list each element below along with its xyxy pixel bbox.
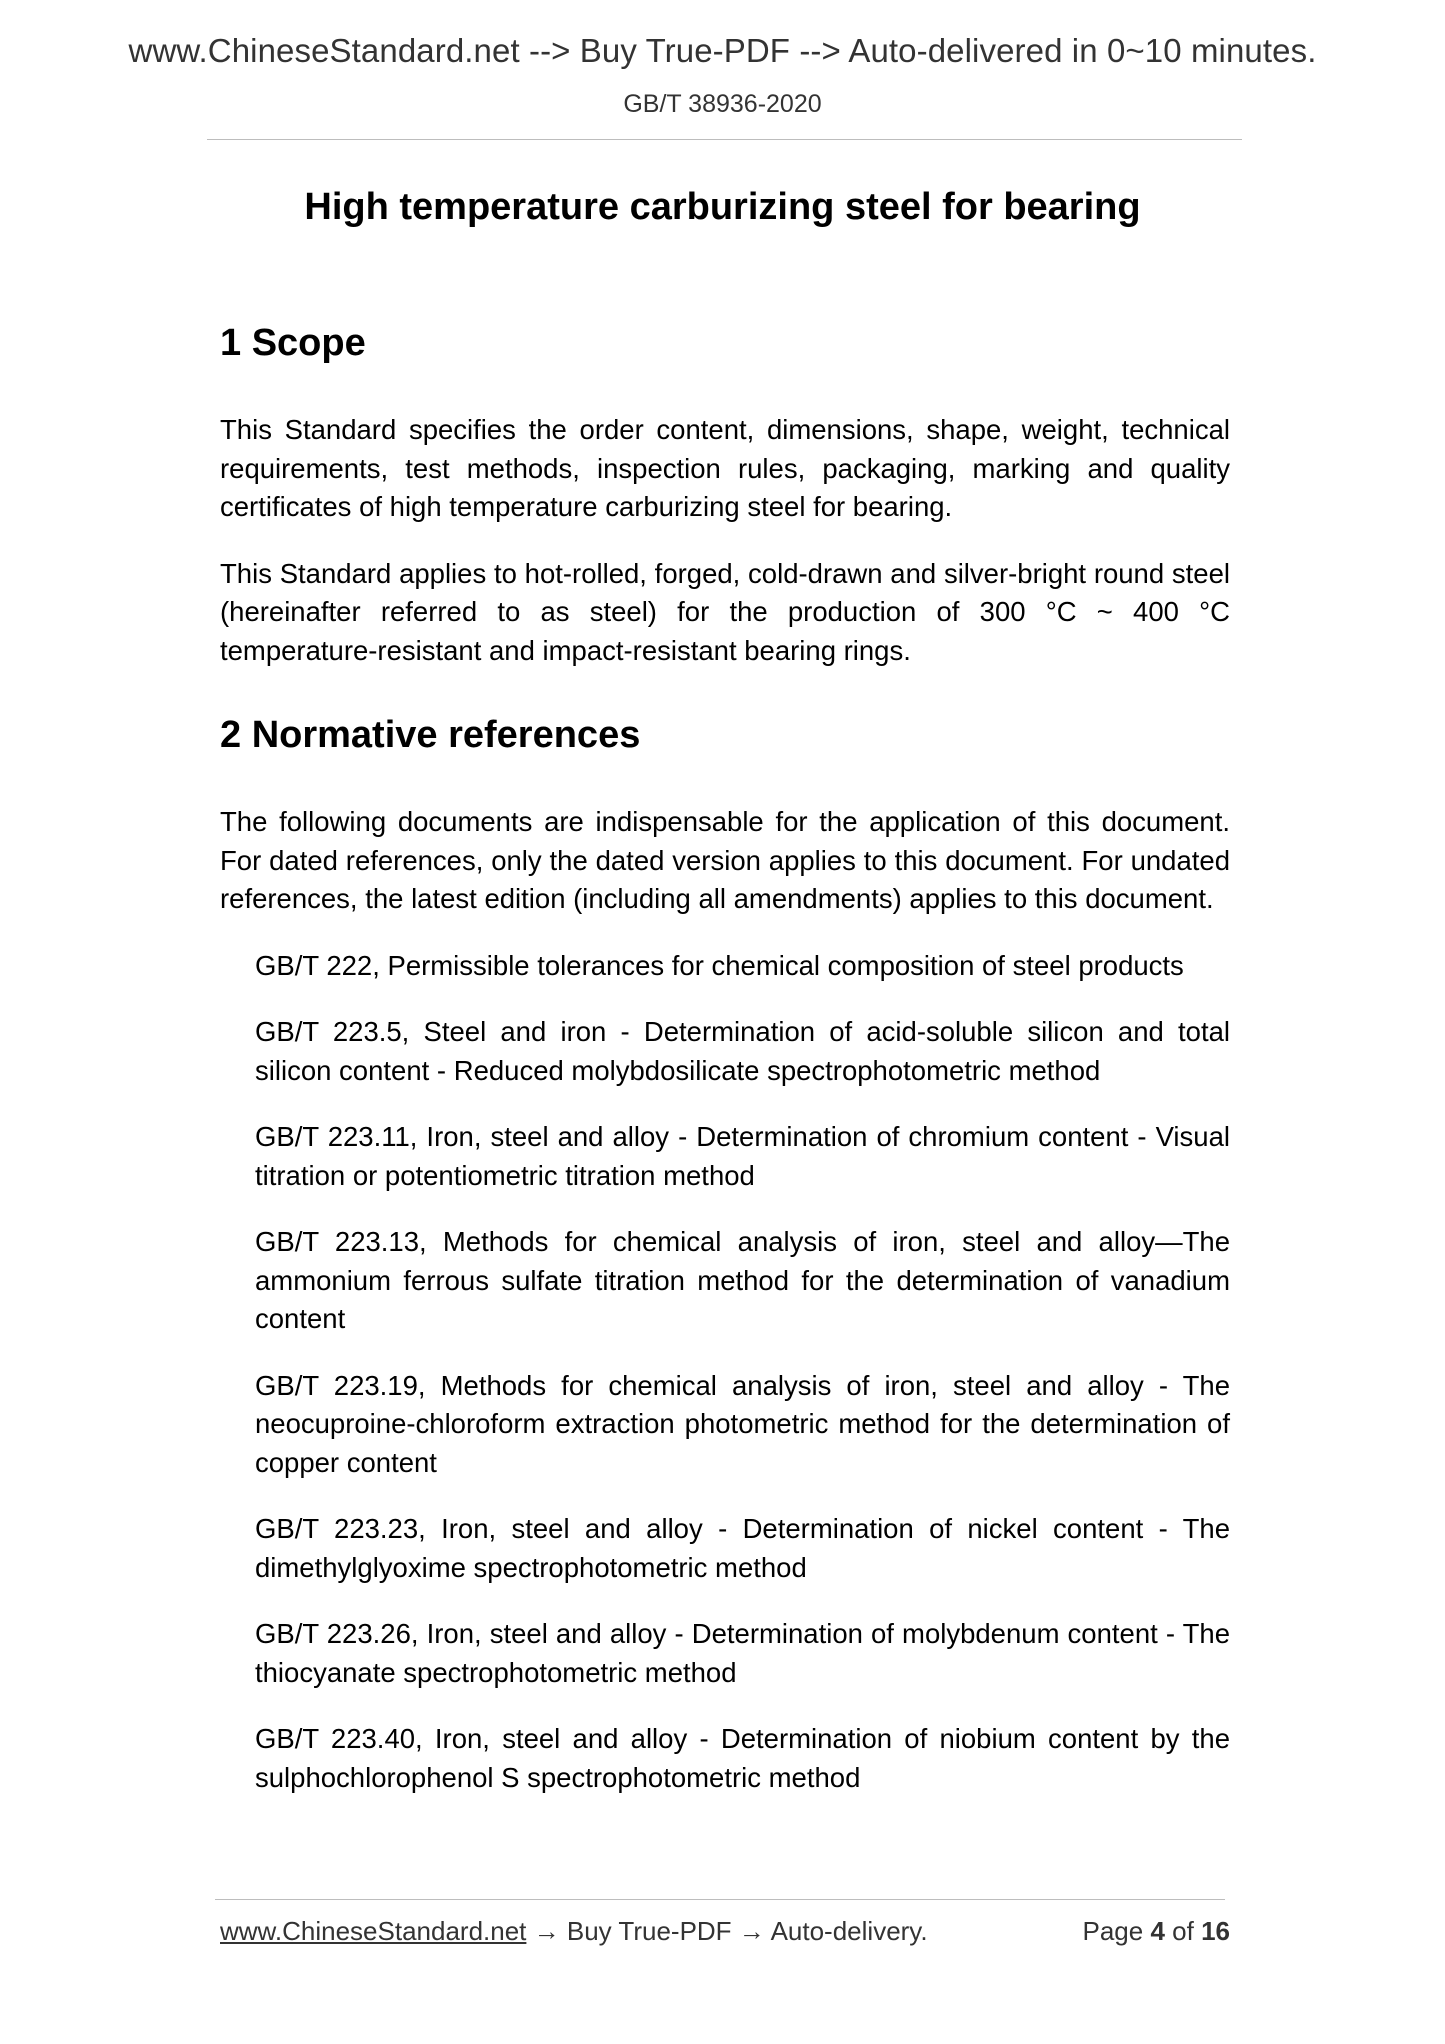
footer-tagline-text: → Buy True-PDF → Auto-delivery. <box>526 1916 928 1946</box>
references-intro-paragraph: The following documents are indispensable for the application of this document. For dated references, only the dated version applies to this document. For undated references, the latest edition (including all amendments) applies to this document. <box>220 806 1230 914</box>
standard-code: GB/T 38936-2020 <box>623 90 822 118</box>
reference-item: GB/T 223.11, Iron, steel and alloy - Determination of chromium content - Visual titration or potentiometric titration method <box>255 1121 1230 1191</box>
reference-item: GB/T 223.23, Iron, steel and alloy - Determination of nickel content - The dimethylglyoxime spectrophotometric method <box>255 1513 1230 1583</box>
document-body <box>220 318 1230 1825</box>
header-divider <box>207 139 1242 140</box>
footer-divider <box>215 1899 1225 1900</box>
document-title: High temperature carburizing steel for bearing <box>304 186 1141 228</box>
reference-item: GB/T 223.26, Iron, steel and alloy - Determination of molybdenum content - The thiocyanate spectrophotometric method <box>255 1618 1230 1688</box>
section-scope <box>220 318 1230 670</box>
footer-tagline <box>220 1916 928 1947</box>
section-heading-normative-references: 2 Normative references <box>220 714 641 756</box>
page-total: 16 <box>1201 1916 1230 1946</box>
reference-item: GB/T 222, Permissible tolerances for chemical composition of steel products <box>255 949 1184 981</box>
page-label: Page <box>1082 1916 1144 1946</box>
site-link[interactable]: www.ChineseStandard.net <box>220 1916 527 1946</box>
reference-item: GB/T 223.5, Steel and iron - Determination of acid-soluble silicon and total silicon content - Reduced molybdosilicate spectrophotometric method <box>255 1016 1230 1086</box>
reference-item: GB/T 223.40, Iron, steel and alloy - Determination of niobium content by the sulphochlorophenol S spectrophotometric method <box>255 1723 1230 1793</box>
page-current: 4 <box>1150 1916 1165 1946</box>
page-number <box>1082 1916 1230 1947</box>
scope-paragraph-1: This Standard specifies the order content, dimensions, shape, weight, technical requirements, test methods, inspection rules, packaging, marking and quality certificates of high temperature carburizing steel for bearing. <box>220 414 1230 522</box>
reference-item: GB/T 223.19, Methods for chemical analysis of iron, steel and alloy - The neocuproine-chloroform extraction photometric method for the determination of copper content <box>255 1369 1230 1478</box>
page-of-label: of <box>1172 1916 1194 1946</box>
site-banner: www.ChineseStandard.net --> Buy True-PDF --> Auto-delivered in 0~10 minutes. <box>128 32 1317 69</box>
scope-paragraph-2: This Standard applies to hot-rolled, forged, cold-drawn and silver-bright round steel (hereinafter referred to as steel) for the production of 300 °C ~ 400 °C temperature-resistant and impact-resistant bearing rings. <box>220 557 1230 666</box>
reference-item: GB/T 223.13, Methods for chemical analysis of iron, steel and alloy—The ammonium ferrous sulfate titration method for the determination of vanadium content <box>255 1226 1230 1334</box>
section-heading-scope: 1 Scope <box>220 322 366 364</box>
section-normative-references <box>220 710 1230 1797</box>
